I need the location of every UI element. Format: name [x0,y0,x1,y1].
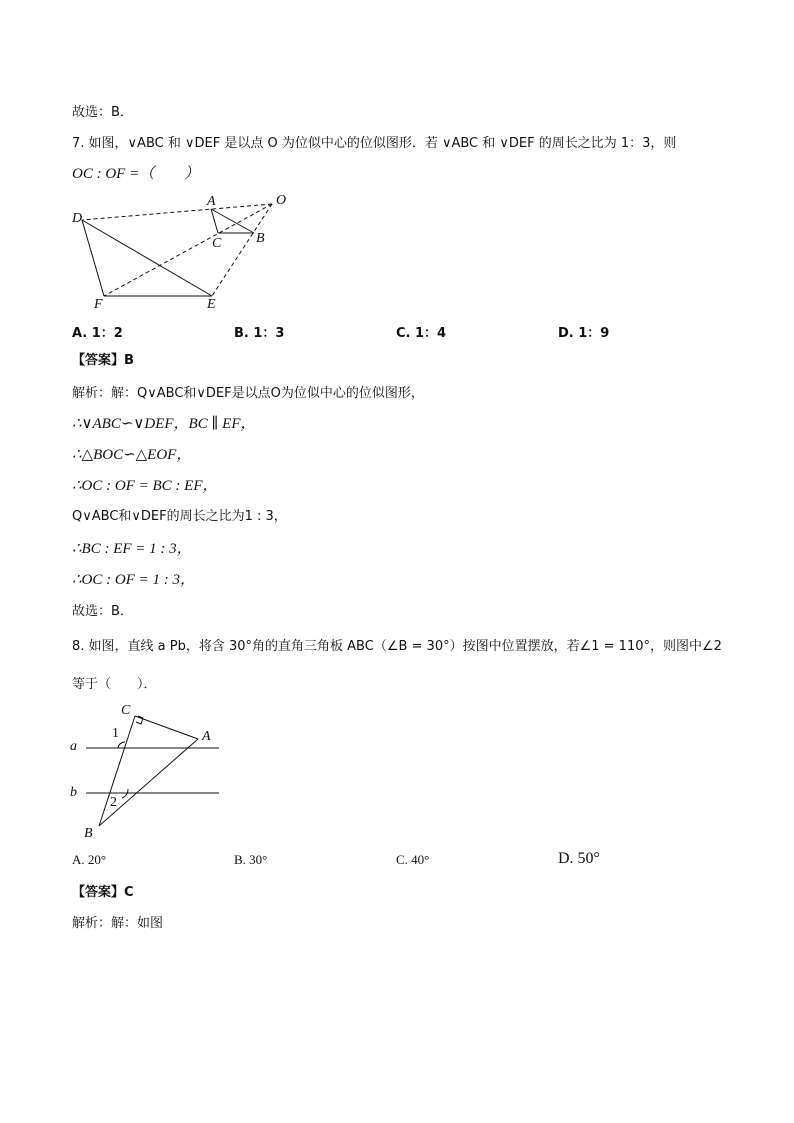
q8-label-b: b [70,785,77,800]
q8-label-1: 1 [112,726,119,741]
q7-label-C: C [212,236,222,251]
q7-label-A: A [207,194,216,209]
q8-label-C: C [121,703,131,718]
q7-option-b[interactable]: B. 1：3 [234,326,285,341]
q8-option-b[interactable]: B. 30° [234,852,268,867]
q8-stem-line2: 等于（ ）． [72,677,157,692]
q8-label-a: a [70,739,77,754]
q7-solution-line: ∴∨ABC∽∨DEF，BC ∥ EF， [72,416,256,432]
q7-solution-line: Q∨ABC和∨DEF的周长之比为1 : 3， [72,509,287,524]
q8-option-c[interactable]: C. 40° [396,852,430,867]
q8-label-B: B [84,826,93,841]
q7-solution-line: ∴BC : EF = 1 : 3， [72,541,192,557]
q8-option-d[interactable]: D. 50° [558,850,600,867]
q7-conclusion: 故选：B． [72,604,133,619]
q7-label-O: O [276,193,287,208]
q7-label-F: F [94,297,103,312]
prev-conclusion: 故选：B． [72,105,133,120]
q7-option-d[interactable]: D. 1：9 [558,326,610,341]
q7-answer: 【答案】B [72,353,134,368]
q7-solution-line: 解析：解：Q∨ABC和∨DEF是以点O为位似中心的位似图形， [72,386,424,401]
q8-answer: 【答案】C [72,885,134,900]
q8-solution-start: 解析：解：如图 [72,916,164,931]
q7-solution-line: ∴OC : OF = 1 : 3， [72,572,195,588]
q8-angle1-arc [118,742,125,748]
q7-label-D: D [72,211,83,226]
q8-side-AB [99,739,198,826]
q7-solution-line: ∴OC : OF = BC : EF， [72,478,218,494]
q7-label-B: B [256,231,265,246]
q8-label-A: A [202,729,211,744]
q7-solution-line: ∴△BOC∽△EOF， [72,447,192,463]
q7-option-a[interactable]: A. 1：2 [72,326,123,341]
q7-option-c[interactable]: C. 1：4 [396,326,447,341]
q7-stem-line2: OC : OF =（ ） [72,166,200,182]
q8-option-a[interactable]: A. 20° [72,852,107,867]
q7-label-E: E [207,297,216,312]
q7-stem-line1: 7. 如图，∨ABC 和 ∨DEF 是以点 O 为位似中心的位似图形．若 ∨ABC 和 ∨DEF 的周长之比为 1：3，则 [72,136,677,151]
q8-label-2: 2 [110,795,117,810]
q8-side-CA [135,716,198,739]
q8-stem-line1: 8. 如图，直线 a Pb，将含 30°角的直角三角板 ABC（∠B = 30°）按图中位置摆放，若∠1 = 110°，则图中∠2 [72,639,722,654]
